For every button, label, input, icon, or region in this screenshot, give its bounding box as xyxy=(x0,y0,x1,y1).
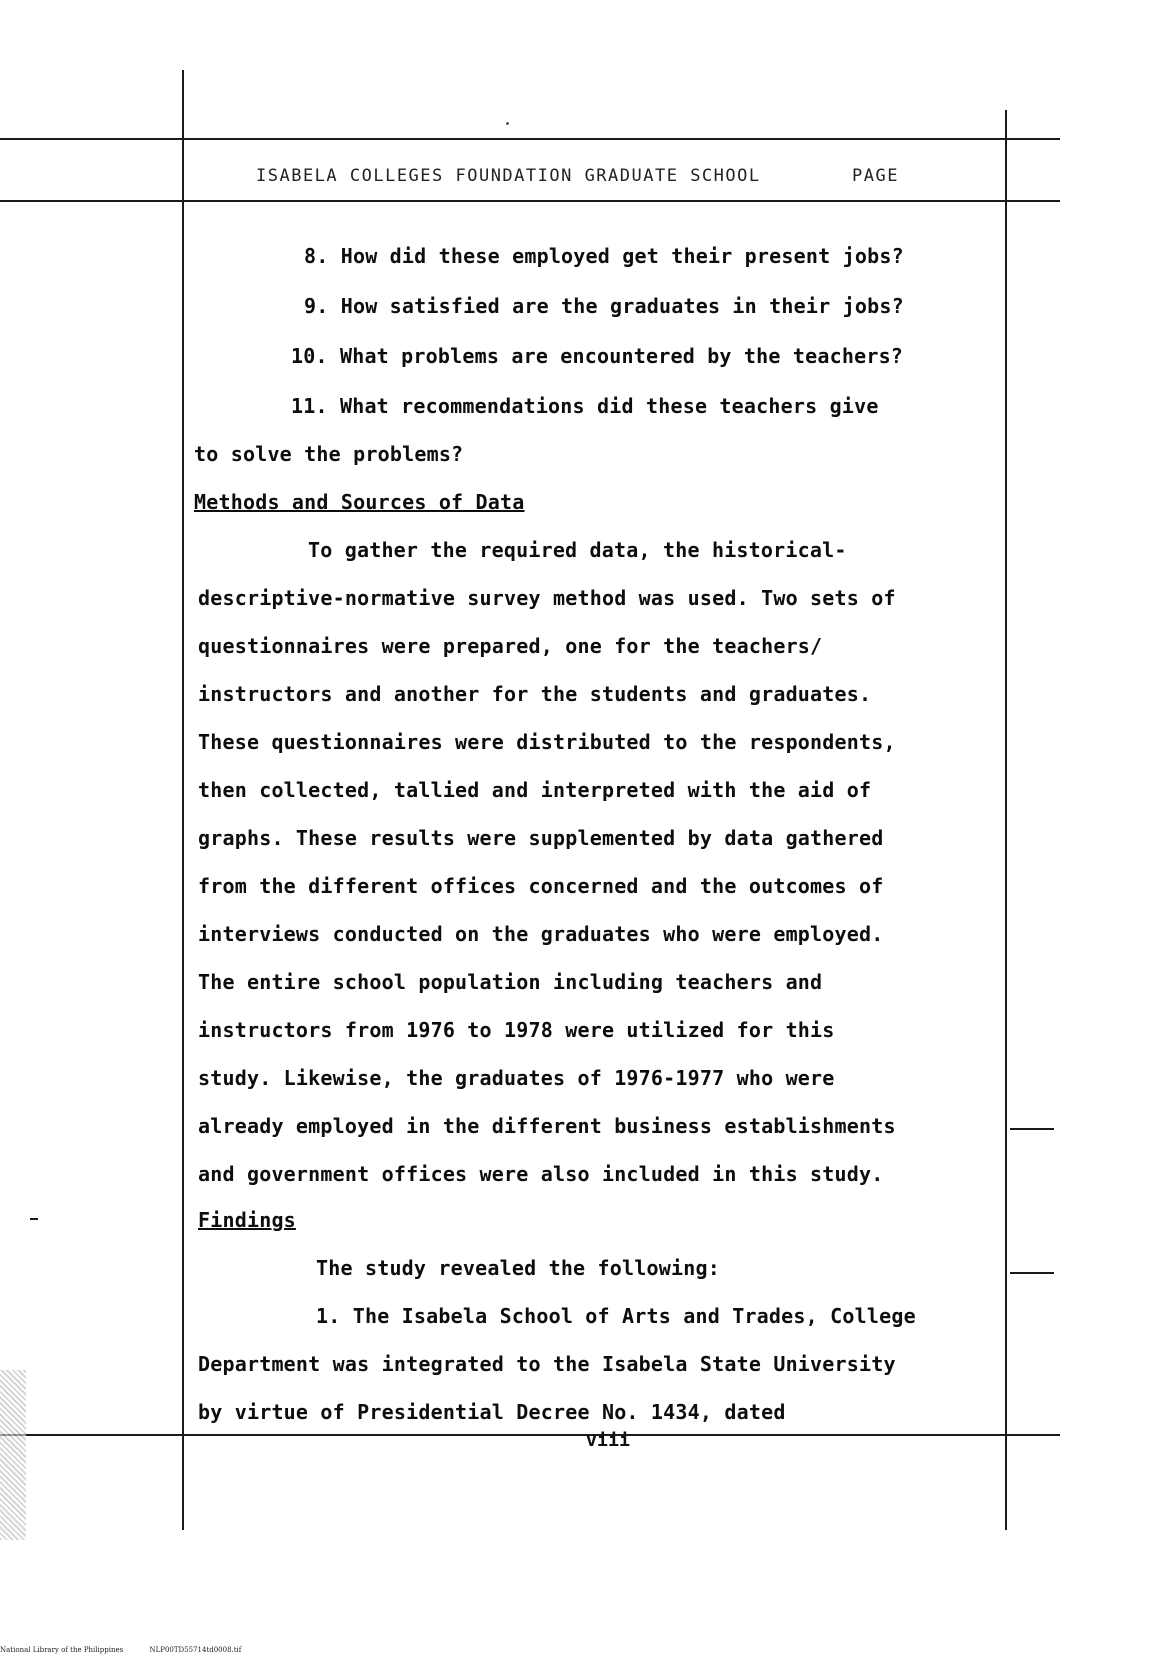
header-title: ISABELA COLLEGES FOUNDATION GRADUATE SCHOOL xyxy=(256,166,761,186)
right-margin-rule xyxy=(1005,110,1007,1530)
methods-line: and government offices were also included in this study. xyxy=(198,1162,884,1186)
right-tick-2 xyxy=(1010,1272,1054,1274)
top-rule xyxy=(0,138,1060,140)
methods-line: then collected, tallied and interpreted with the aid of xyxy=(198,778,872,802)
methods-line: from the different offices concerned and the outcomes of xyxy=(198,874,884,898)
scan-speck xyxy=(506,122,509,125)
methods-line: instructors from 1976 to 1978 were utilized for this xyxy=(198,1018,835,1042)
findings-line: The study revealed the following: xyxy=(316,1256,720,1280)
page-header xyxy=(256,166,956,186)
footer-file-id: NLP00TD55714td0008.tif xyxy=(149,1646,242,1654)
methods-line: These questionnaires were distributed to the respondents, xyxy=(198,730,896,754)
methods-heading: Methods and Sources of Data xyxy=(194,490,525,514)
question-line: 10. What problems are encountered by the teachers? xyxy=(291,344,904,368)
header-page-label: PAGE xyxy=(852,166,899,186)
left-margin-rule xyxy=(182,70,184,1530)
question-line: 8. How did these employed get their present jobs? xyxy=(304,244,904,268)
question-line: to solve the problems? xyxy=(194,442,464,466)
findings-line: Department was integrated to the Isabela State University xyxy=(198,1352,896,1376)
methods-line: interviews conducted on the graduates who were employed. xyxy=(198,922,884,946)
findings-line: by virtue of Presidential Decree No. 1434, dated xyxy=(198,1400,786,1424)
scan-edge-noise xyxy=(0,1370,26,1540)
page-number: viii xyxy=(586,1430,631,1451)
right-tick-1 xyxy=(1010,1128,1054,1130)
methods-line: questionnaires were prepared, one for the teachers/ xyxy=(198,634,823,658)
findings-heading: Findings xyxy=(198,1208,296,1232)
question-line: 11. What recommendations did these teachers give xyxy=(291,394,879,418)
methods-line: instructors and another for the students and graduates. xyxy=(198,682,872,706)
footer-library: National Library of the Philippines xyxy=(0,1646,124,1654)
scan-footer xyxy=(0,1646,265,1654)
findings-line: 1. The Isabela School of Arts and Trades, College xyxy=(316,1304,916,1328)
methods-line: descriptive-normative survey method was used. Two sets of xyxy=(198,586,896,610)
methods-line: To gather the required data, the historical- xyxy=(308,538,847,562)
question-line: 9. How satisfied are the graduates in their jobs? xyxy=(304,294,904,318)
left-tick xyxy=(30,1218,38,1220)
header-bottom-rule xyxy=(0,200,1060,202)
methods-line: graphs. These results were supplemented by data gathered xyxy=(198,826,884,850)
methods-line: The entire school population including teachers and xyxy=(198,970,823,994)
methods-line: study. Likewise, the graduates of 1976-1977 who were xyxy=(198,1066,835,1090)
bottom-rule xyxy=(0,1434,1060,1436)
methods-line: already employed in the different business establishments xyxy=(198,1114,896,1138)
